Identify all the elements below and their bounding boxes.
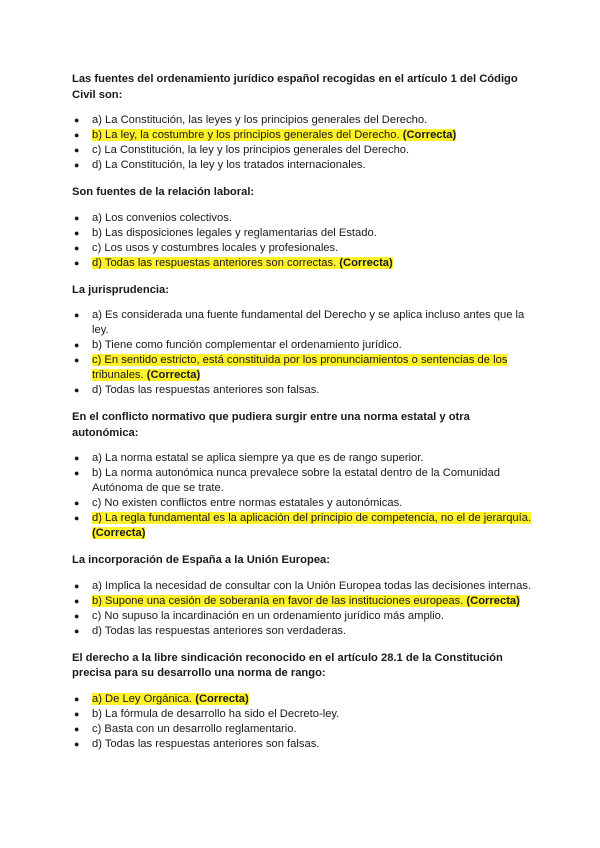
answer-text: a) Implica la necesidad de consultar con la Unión Europea todas las decisiones internas. <box>92 579 532 592</box>
bullet-icon: ● <box>74 498 80 508</box>
answer-text: b) Supone una cesión de soberanía en favor de las instituciones europeas. <box>92 594 464 607</box>
answer-text: c) No supuso la incardinación en un ordenamiento jurídico más amplio. <box>92 609 444 622</box>
bullet-icon: ● <box>74 212 80 223</box>
answer-text: c) Los usos y costumbres locales y profesionales. <box>92 241 339 254</box>
bullet-icon: ● <box>74 160 80 170</box>
correct-tag: (Correcta) <box>402 129 457 141</box>
answer-wrap <box>92 467 500 494</box>
answer-wrap <box>92 114 427 126</box>
bullet-icon: ● <box>74 625 80 636</box>
answer-option <box>72 609 532 624</box>
answer-text: c) Basta con un desarrollo reglamentario. <box>92 722 297 735</box>
quiz-content <box>72 72 532 764</box>
answer-option <box>72 338 532 353</box>
answer-text: d) Todas las respuestas anteriores son falsas. <box>92 737 320 750</box>
answer-text: d) Todas las respuestas anteriores son verdaderas. <box>92 624 347 637</box>
bullet-icon: ● <box>74 355 80 365</box>
highlighted-answer <box>92 354 507 381</box>
question-text: El derecho a la libre sindicación reconocido en el artículo 28.1 de la Constitución precisa para su desarrollo una norma de rango: <box>72 651 503 679</box>
bullet-icon: ● <box>74 145 80 155</box>
answer-list <box>72 692 532 752</box>
answer-option <box>72 226 532 241</box>
answer-wrap <box>92 339 402 351</box>
answer-option <box>72 383 532 398</box>
answer-text: c) En sentido estricto, está constituida por los pronunciamientos o sentencias de los tribunales. <box>92 354 508 381</box>
highlighted-answer <box>92 595 520 607</box>
question-text: En el conflicto normativo que pudiera surgir entre una norma estatal y otra autonómica: <box>72 411 470 439</box>
answer-list <box>72 211 532 271</box>
question-block <box>72 185 532 271</box>
question-text: Son fuentes de la relación laboral: <box>72 186 255 198</box>
answer-text: c) No existen conflictos entre normas estatales y autonómicas. <box>92 497 403 509</box>
question-text: Las fuentes del ordenamiento jurídico español recogidas en el artículo 1 del Código Civil son: <box>72 73 518 101</box>
answer-option <box>72 496 532 511</box>
question-block <box>72 72 532 173</box>
question-text: La jurisprudencia: <box>72 283 169 296</box>
bullet-icon: ● <box>74 468 80 478</box>
answer-wrap <box>92 497 402 509</box>
answer-option-correct <box>72 256 532 271</box>
answer-text: d) Todas las respuestas anteriores son correctas. <box>92 256 337 269</box>
answer-option <box>72 308 532 338</box>
answer-text: d) La regla fundamental es la aplicación del principio de competencia, no el de jerarquía. <box>92 512 532 524</box>
answer-option <box>72 211 532 226</box>
answer-wrap <box>92 384 319 396</box>
bullet-icon: ● <box>74 130 80 140</box>
answer-option <box>72 722 532 737</box>
answer-option <box>72 241 532 256</box>
answer-option <box>72 143 532 158</box>
bullet-icon: ● <box>74 453 80 463</box>
answer-text: b) La fórmula de desarrollo ha sido el Decreto-ley. <box>92 707 340 720</box>
correct-tag: (Correcta) <box>466 594 520 607</box>
bullet-icon: ● <box>74 385 80 395</box>
question-block <box>72 553 532 639</box>
answer-option <box>72 466 532 496</box>
bullet-icon: ● <box>74 723 80 734</box>
highlighted-answer <box>92 693 249 705</box>
correct-tag: (Correcta) <box>92 527 146 539</box>
answer-option <box>72 579 532 594</box>
answer-option <box>72 737 532 752</box>
answer-wrap <box>92 708 339 720</box>
question-block <box>72 410 532 541</box>
answer-list <box>72 579 532 639</box>
answer-option-correct <box>72 353 532 383</box>
bullet-icon: ● <box>74 257 80 268</box>
bullet-icon: ● <box>74 242 80 253</box>
answer-option-correct <box>72 692 532 707</box>
answer-list <box>72 451 532 541</box>
answer-wrap <box>92 309 524 336</box>
question-block <box>72 651 532 752</box>
answer-list <box>72 113 532 173</box>
bullet-icon: ● <box>74 340 80 350</box>
answer-wrap <box>92 625 346 637</box>
answer-wrap <box>92 610 444 622</box>
bullet-icon: ● <box>74 580 80 591</box>
highlighted-answer <box>92 129 456 141</box>
answer-option-correct <box>72 511 532 541</box>
bullet-icon: ● <box>74 513 80 523</box>
answer-text: a) Los convenios colectivos. <box>92 211 232 224</box>
answer-option <box>72 707 532 722</box>
bullet-icon: ● <box>74 227 80 238</box>
bullet-icon: ● <box>74 310 80 320</box>
bullet-icon: ● <box>74 738 80 749</box>
answer-text: a) De Ley Orgánica. <box>92 692 193 705</box>
answer-option <box>72 158 532 173</box>
answer-text: b) Tiene como función complementar el ordenamiento jurídico. <box>92 339 402 351</box>
bullet-icon: ● <box>74 115 80 125</box>
answer-option-correct <box>72 594 532 609</box>
question-text: La incorporación de España a la Unión Europea: <box>72 554 330 566</box>
answer-text: a) Es considerada una fuente fundamental del Derecho y se aplica incluso antes que la ley. <box>92 309 525 336</box>
answer-wrap <box>92 159 366 171</box>
highlighted-answer <box>92 257 393 269</box>
answer-wrap <box>92 212 232 224</box>
answer-text: b) Las disposiciones legales y reglamentarias del Estado. <box>92 226 377 239</box>
answer-wrap <box>92 580 531 592</box>
bullet-icon: ● <box>74 610 80 621</box>
answer-text: b) La ley, la costumbre y los principios generales del Derecho. <box>92 129 400 141</box>
answer-wrap <box>92 144 409 156</box>
answer-text: a) La norma estatal se aplica siempre ya que es de rango superior. <box>92 452 424 464</box>
correct-tag: (Correcta) <box>339 256 393 269</box>
question-block <box>72 283 532 399</box>
answer-text: a) La Constitución, las leyes y los principios generales del Derecho. <box>92 114 428 126</box>
answer-option <box>72 451 532 466</box>
answer-option-correct <box>72 128 532 143</box>
answer-wrap <box>92 227 377 239</box>
bullet-icon: ● <box>74 595 80 606</box>
correct-tag: (Correcta) <box>195 692 249 705</box>
answer-option <box>72 624 532 639</box>
answer-wrap <box>92 723 297 735</box>
bullet-icon: ● <box>74 693 80 704</box>
answer-wrap <box>92 738 319 750</box>
answer-list <box>72 308 532 398</box>
answer-wrap <box>92 452 423 464</box>
answer-text: b) La norma autonómica nunca prevalece sobre la estatal dentro de la Comunidad Autónoma de que se trate. <box>92 467 500 494</box>
answer-text: d) La Constitución, la ley y los tratados internacionales. <box>92 159 366 171</box>
answer-text: d) Todas las respuestas anteriores son falsas. <box>92 384 320 396</box>
correct-tag: (Correcta) <box>146 369 201 381</box>
answer-text: c) La Constitución, la ley y los principios generales del Derecho. <box>92 144 410 156</box>
highlighted-answer <box>92 512 531 539</box>
answer-wrap <box>92 242 338 254</box>
answer-option <box>72 113 532 128</box>
bullet-icon: ● <box>74 708 80 719</box>
